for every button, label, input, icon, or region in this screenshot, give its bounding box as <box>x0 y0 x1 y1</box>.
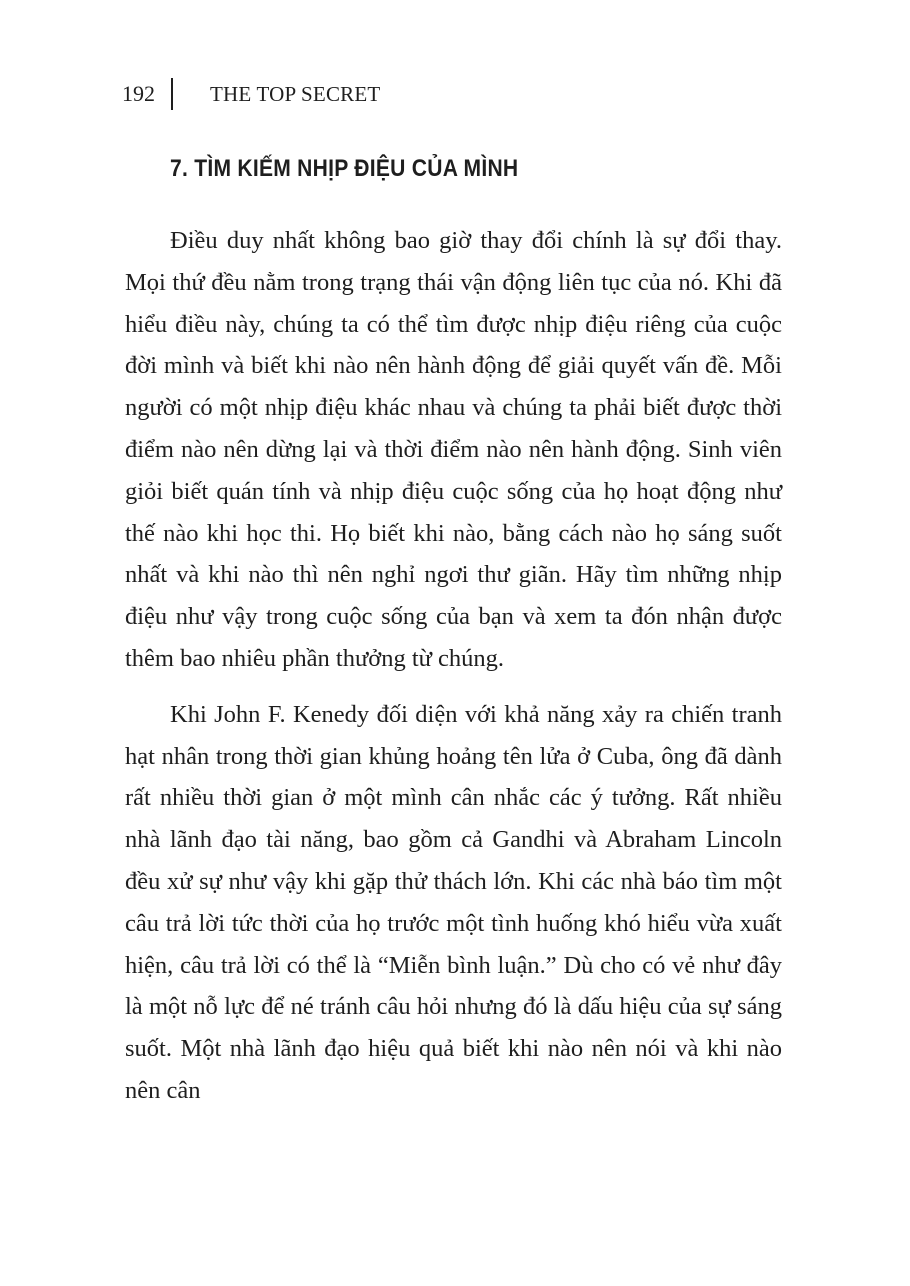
page-number: 192 <box>122 81 155 106</box>
page-header <box>122 78 380 110</box>
running-title: THE TOP SECRET <box>210 82 381 106</box>
body-text <box>125 220 782 1126</box>
section-heading: 7. TÌM KIẾM NHỊP ĐIỆU CỦA MÌNH <box>170 155 519 182</box>
paragraph-kennedy-example: Khi John F. Kenedy đối diện với khả năng xảy ra chiến tranh hạt nhân trong thời gian khủng hoảng tên lửa ở Cuba, ông đã dành rất nhiều thời gian ở một mình cân nhắc các ý tưởng. Rất nhiều nhà lãnh đạo tài năng, bao gồm cả Gandhi và Abraham Lincoln đều xử sự như vậy khi gặp thử thách lớn. Khi các nhà báo tìm một câu trả lời tức thời của họ trước một tình huống khó hiểu vừa xuất hiện, câu trả lời có thể là “Miễn bình luận.” Dù cho có vẻ như đây là một nỗ lực để né tránh câu hỏi nhưng đó là dấu hiệu của sự sáng suốt. Một nhà lãnh đạo hiệu quả biết khi nào nên nói và khi nào nên cân <box>125 700 782 1104</box>
paragraph-rhythm-of-change: Điều duy nhất không bao giờ thay đổi chính là sự đổi thay. Mọi thứ đều nằm trong trạng thái vận động liên tục của nó. Khi đã hiểu điều này, chúng ta có thể tìm được nhịp điệu riêng của cuộc đời mình và biết khi nào nên hành động để giải quyết vấn đề. Mỗi người có một nhịp điệu khác nhau và chúng ta phải biết được thời điểm nào nên dừng lại và thời điểm nào nên hành động. Sinh viên giỏi biết quán tính và nhịp điệu cuộc sống của họ hoạt động như thế nào khi học thi. Họ biết khi nào, bằng cách nào họ sáng suốt nhất và khi nào thì nên nghỉ ngơi thư giãn. Hãy tìm những nhịp điệu như vậy trong cuộc sống của bạn và xem ta đón nhận được thêm bao nhiêu phần thưởng từ chúng. <box>125 227 782 672</box>
